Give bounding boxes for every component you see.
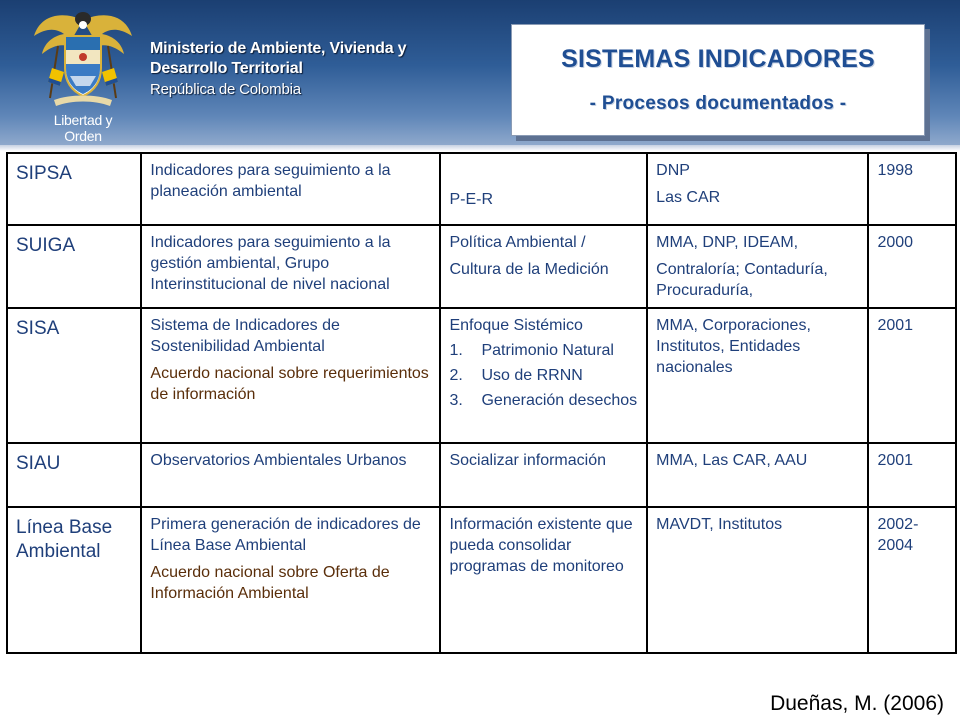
approach-cell: Información existente que pueda consolidar programas de monitoreo xyxy=(440,507,647,653)
approach-cell: Socializar información xyxy=(440,443,647,507)
entities-line: Contraloría; Contaduría, Procuraduría, xyxy=(656,261,828,299)
entities-cell: MAVDT, Institutos xyxy=(647,507,868,653)
approach-cell xyxy=(440,153,647,225)
description-cell xyxy=(141,507,440,653)
year-cell: 2001 xyxy=(868,443,956,507)
approach-line: Política Ambiental / xyxy=(449,234,586,251)
description-cell: Indicadores para seguimiento a la planeación ambiental xyxy=(141,153,440,225)
table-row xyxy=(7,153,956,225)
approach-line: Cultura de la Medición xyxy=(449,261,609,278)
system-cell: SUIGA xyxy=(7,225,141,308)
description-cell: Indicadores para seguimiento a la gestión ambiental, Grupo Interinstitucional de nivel nacional xyxy=(141,225,440,308)
page-title: SISTEMAS INDICADORES xyxy=(561,45,875,73)
entities-line: Las CAR xyxy=(656,189,721,206)
country-name: República de Colombia xyxy=(150,81,301,98)
ministry-line-1: Ministerio de Ambiente, Vivienda y xyxy=(150,40,407,57)
entities-cell: MMA, Corporaciones, Institutos, Entidades nacionales xyxy=(647,308,868,443)
title-box xyxy=(511,24,925,136)
description-cell: Observatorios Ambientales Urbanos xyxy=(141,443,440,507)
system-cell: SISA xyxy=(7,308,141,443)
colombia-coat-of-arms-icon xyxy=(30,6,136,144)
description-text: Sistema de Indicadores de Sostenibilidad Ambiental xyxy=(150,317,340,355)
description-cell xyxy=(141,308,440,443)
table-row xyxy=(7,507,956,653)
indicator-systems-table xyxy=(6,152,957,654)
approach-cell xyxy=(440,308,647,443)
ministry-name xyxy=(150,39,480,100)
approach-text: P-E-R xyxy=(449,191,494,208)
motto-text: Libertad y Orden xyxy=(53,112,113,144)
system-cell: Línea Base Ambiental xyxy=(7,507,141,653)
ministry-line-2: Desarrollo Territorial xyxy=(150,60,303,77)
approach-text: Enfoque Sistémico xyxy=(449,317,583,334)
agreement-note: Acuerdo nacional sobre Oferta de Información Ambiental xyxy=(150,564,390,602)
entities-cell xyxy=(647,153,868,225)
year-cell: 2000 xyxy=(868,225,956,308)
entities-line: MMA, DNP, IDEAM, xyxy=(656,234,799,251)
entities-line: DNP xyxy=(656,162,690,179)
system-cell: SIPSA xyxy=(7,153,141,225)
approach-cell xyxy=(440,225,647,308)
page-subtitle: - Procesos documentados - xyxy=(589,93,847,114)
table-row xyxy=(7,225,956,308)
table-row xyxy=(7,308,956,443)
header-banner xyxy=(0,0,960,145)
system-cell: SIAU xyxy=(7,443,141,507)
year-cell: 2002-2004 xyxy=(868,507,956,653)
agreement-note: Acuerdo nacional sobre requerimientos de información xyxy=(150,365,429,403)
list-item: 1. Patrimonio Natural xyxy=(449,342,614,359)
table-row xyxy=(7,443,956,507)
year-cell: 2001 xyxy=(868,308,956,443)
list-item: 3. Generación desechos xyxy=(449,392,638,409)
year-cell: 1998 xyxy=(868,153,956,225)
entities-cell: MMA, Las CAR, AAU xyxy=(647,443,868,507)
list-item: 2. Uso de RRNN xyxy=(449,367,583,384)
description-text: Primera generación de indicadores de Línea Base Ambiental xyxy=(150,516,421,554)
entities-cell xyxy=(647,225,868,308)
source-citation: Dueñas, M. (2006) xyxy=(770,692,944,715)
